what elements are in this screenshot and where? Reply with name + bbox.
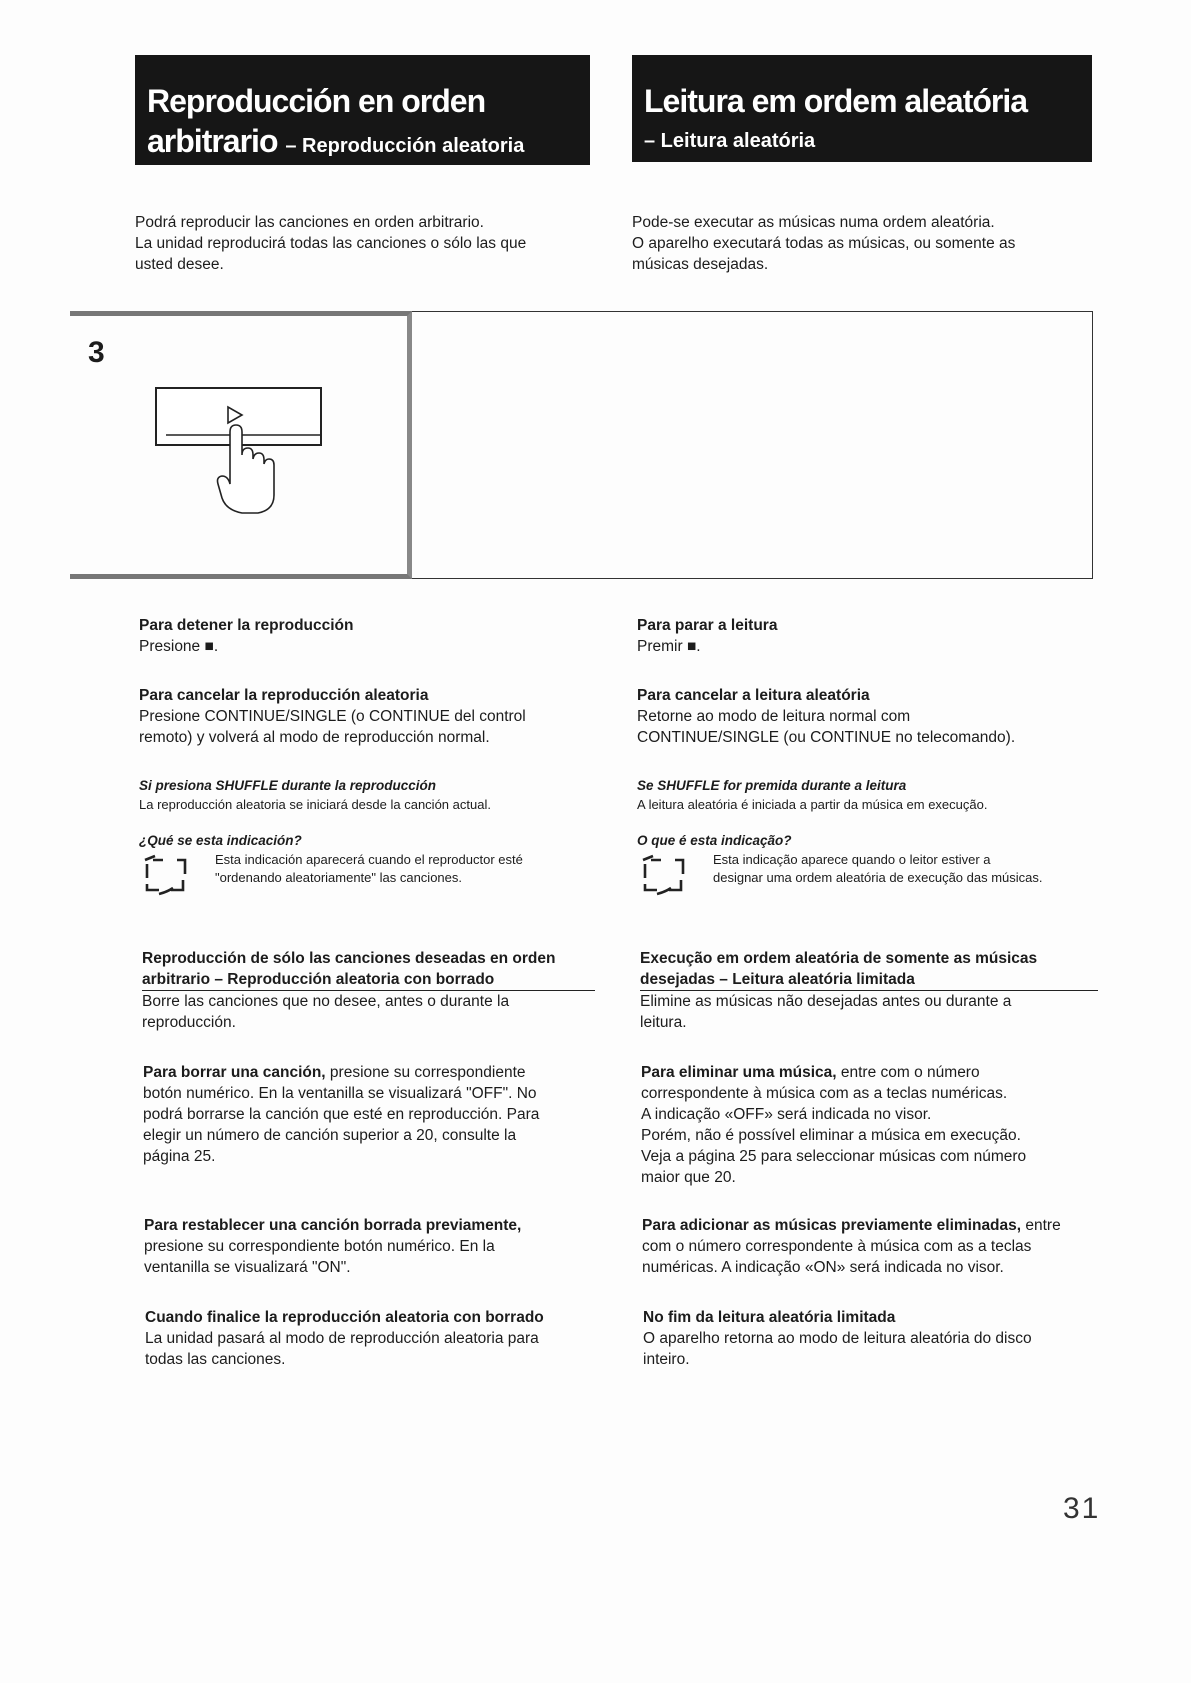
erase-text-pt: correspondente à música com as a teclas numéricas. xyxy=(641,1085,1008,1102)
cancel-text-es: Presione CONTINUE/SINGLE (o CONTINUE del control xyxy=(139,708,526,725)
restore-text-es: ventanilla se visualizará "ON". xyxy=(144,1259,351,1276)
title-es-line1: Reproducción en orden xyxy=(147,83,486,119)
title-pt-subtitle: – Leitura aleatória xyxy=(644,130,816,152)
section-pt xyxy=(640,948,1098,1033)
erase-heading-es: Para borrar una canción, xyxy=(143,1064,326,1081)
indicator-line-es: Esta indicación aparecerá cuando el reproductor esté xyxy=(215,852,523,867)
restore-heading-es: Para restablecer una canción borrada previamente, xyxy=(144,1217,522,1234)
finish-heading-pt: No fim da leitura aleatória limitada xyxy=(643,1309,896,1326)
erase-text-es: podrá borrarse la canción que esté en reproducción. Para xyxy=(143,1106,540,1123)
indicator-heading-pt: O que é esta indicação? xyxy=(637,833,792,848)
shuffle-text-pt: A leitura aleatória é iniciada a partir da música em execução. xyxy=(637,797,988,812)
title-es-line2 xyxy=(147,125,524,157)
shuffle-display-icon xyxy=(637,852,693,896)
erase-text-es: elegir un número de canción superior a 20, consulte la xyxy=(143,1127,517,1144)
erase-text-es: presione su correspondiente xyxy=(325,1064,526,1081)
section-heading-pt: Execução em ordem aleatória de somente as músicas xyxy=(640,950,1038,967)
indicator-text-es xyxy=(215,851,523,887)
shuffle-display-icon xyxy=(139,852,195,896)
finish-block-pt xyxy=(643,1307,1032,1370)
intro-pt-line: músicas desejadas. xyxy=(632,256,769,273)
erase-text-es: página 25. xyxy=(143,1148,216,1165)
shuffle-heading-pt: Se SHUFFLE for premida durante a leitura xyxy=(637,778,907,793)
shuffle-text-es: La reproducción aleatoria se iniciará desde la canción actual. xyxy=(139,797,491,812)
erase-text-pt: entre com o número xyxy=(836,1064,980,1081)
erase-text-pt: Veja a página 25 para seleccionar músicas com número xyxy=(641,1148,1027,1165)
finish-text-es: La unidad pasará al modo de reproducción aleatoria para xyxy=(145,1330,539,1347)
indicator-line-pt: Esta indicação aparece quando o leitor estiver a xyxy=(713,852,991,867)
title-banner-pt xyxy=(632,55,1092,162)
restore-text-pt: entre xyxy=(1021,1217,1061,1234)
restore-text-pt: com o número correspondente à música com as a teclas xyxy=(642,1238,1032,1255)
intro-es-line: La unidad reproducirá todas las canciones o sólo las que xyxy=(135,235,527,252)
section-heading-es: Reproducción de sólo las canciones deseadas en orden xyxy=(142,950,556,967)
restore-text-es: presione su correspondiente botón numérico. En la xyxy=(144,1238,495,1255)
indicator-line-pt: designar uma ordem aleatória de execução das músicas. xyxy=(713,870,1043,885)
cancel-block-es xyxy=(139,685,526,748)
section-es xyxy=(142,948,595,1033)
cancel-heading-pt: Para cancelar a leitura aleatória xyxy=(637,687,870,704)
stop-heading-es: Para detener la reproducción xyxy=(139,617,354,634)
intro-es-line: usted desee. xyxy=(135,256,224,273)
restore-block-pt xyxy=(642,1215,1061,1278)
finish-text-es: todas las canciones. xyxy=(145,1351,286,1368)
cancel-block-pt xyxy=(637,685,1015,748)
section-heading-pt: desejadas – Leitura aleatória limitada xyxy=(640,969,1098,991)
cancel-text-pt: Retorne ao modo de leitura normal com xyxy=(637,708,911,725)
erase-text-pt: Porém, não é possível eliminar a música em execução. xyxy=(641,1127,1021,1144)
restore-block-es xyxy=(144,1215,521,1278)
intro-es xyxy=(135,212,526,275)
indicator-line-es: "ordenando aleatoriamente" las canciones. xyxy=(215,870,462,885)
page-number: 31 xyxy=(1063,1492,1101,1525)
finish-text-pt: O aparelho retorna ao modo de leitura aleatória do disco xyxy=(643,1330,1032,1347)
stop-text-pt: Premir ■. xyxy=(637,638,701,655)
cancel-text-pt: CONTINUE/SINGLE (ou CONTINUE no telecomando). xyxy=(637,729,1016,746)
erase-text-es: botón numérico. En la ventanilla se visualizará "OFF". No xyxy=(143,1085,537,1102)
play-button-illustration xyxy=(150,380,330,520)
section-text-es: Borre las canciones que no desee, antes o durante la xyxy=(142,993,510,1010)
section-text-pt: Elimine as músicas não desejadas antes ou durante a xyxy=(640,993,1012,1010)
indicator-heading-es: ¿Qué se esta indicación? xyxy=(139,833,302,848)
section-text-es: reproducción. xyxy=(142,1014,236,1031)
stop-text-es: Presione ■. xyxy=(139,638,219,655)
shuffle-heading-es: Si presiona SHUFFLE durante la reproducción xyxy=(139,778,437,793)
erase-block-pt xyxy=(641,1062,1026,1188)
stop-heading-pt: Para parar a leitura xyxy=(637,617,778,634)
intro-es-line: Podrá reproducir las canciones en orden arbitrario. xyxy=(135,214,484,231)
section-text-pt: leitura. xyxy=(640,1014,687,1031)
finish-heading-es: Cuando finalice la reproducción aleatoria con borrado xyxy=(145,1309,544,1326)
stop-block-es xyxy=(139,615,354,657)
erase-block-es xyxy=(143,1062,539,1167)
restore-heading-pt: Para adicionar as músicas previamente eliminadas, xyxy=(642,1217,1022,1234)
intro-pt-line: O aparelho executará todas as músicas, ou somente as xyxy=(632,235,1016,252)
step-number: 3 xyxy=(88,336,105,369)
title-pt-line1: Leitura em ordem aleatória xyxy=(644,83,1028,119)
indicator-text-pt xyxy=(713,851,1043,887)
erase-heading-pt: Para eliminar uma música, xyxy=(641,1064,837,1081)
stop-block-pt xyxy=(637,615,777,657)
erase-text-pt: A indicação «OFF» será indicada no visor. xyxy=(641,1106,932,1123)
cancel-heading-es: Para cancelar la reproducción aleatoria xyxy=(139,687,429,704)
finish-block-es xyxy=(145,1307,544,1370)
erase-text-pt: maior que 20. xyxy=(641,1169,736,1186)
finish-text-pt: inteiro. xyxy=(643,1351,690,1368)
section-heading-es: arbitrario – Reproducción aleatoria con borrado xyxy=(142,969,595,991)
cancel-text-es: remoto) y volverá al modo de reproducción normal. xyxy=(139,729,490,746)
intro-pt-line: Pode-se executar as músicas numa ordem aleatória. xyxy=(632,214,995,231)
intro-pt xyxy=(632,212,1015,275)
title-banner-es xyxy=(135,55,590,165)
title-es-subtitle: – Reproducción aleatoria xyxy=(285,135,525,157)
restore-text-pt: numéricas. A indicação «ON» será indicada no visor. xyxy=(642,1259,1004,1276)
title-es-line2-word: arbitrario xyxy=(147,123,278,159)
